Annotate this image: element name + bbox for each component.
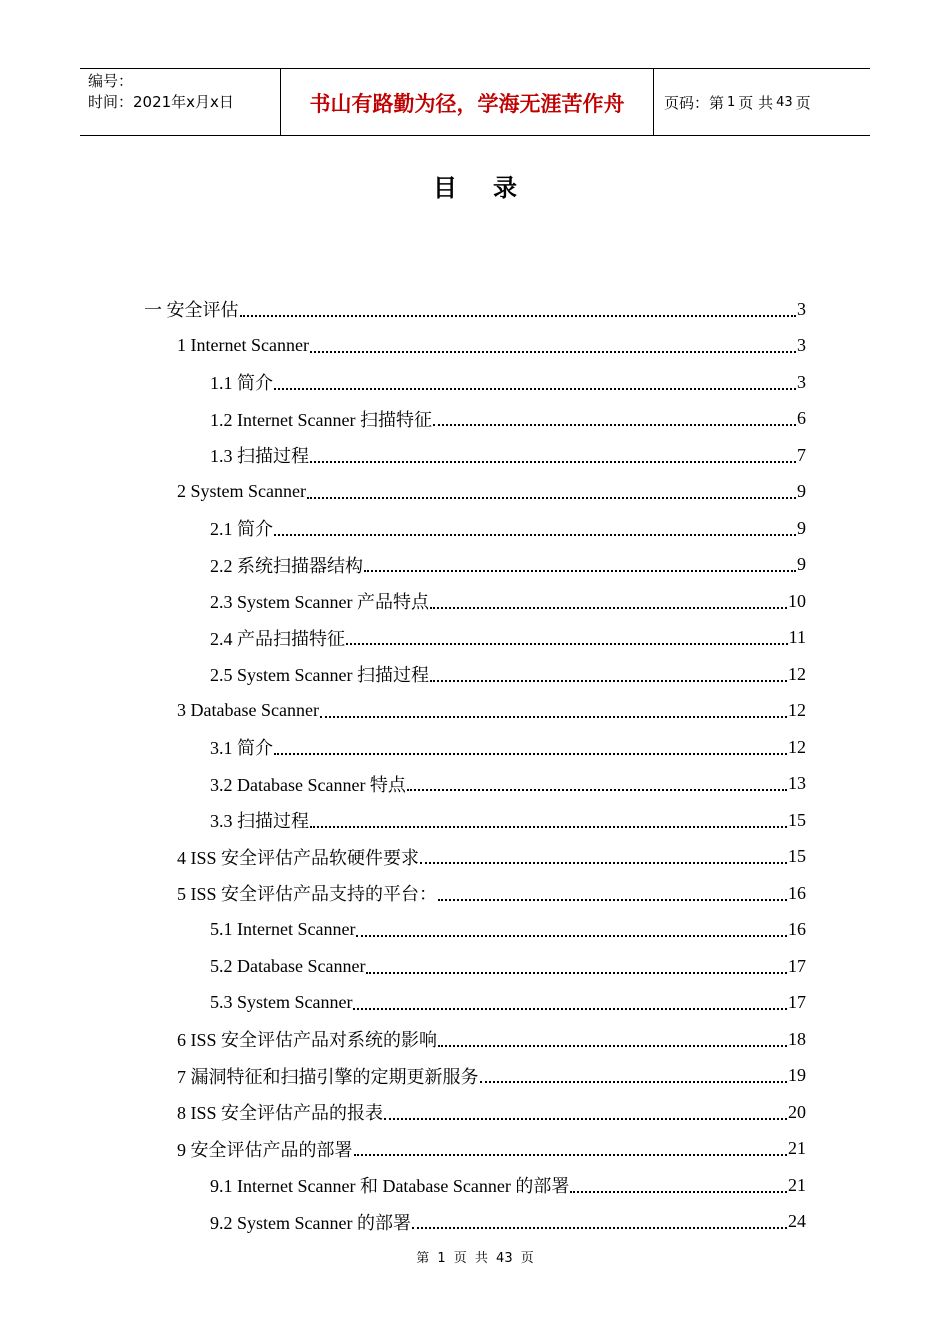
toc-leader-dots — [274, 388, 796, 390]
toc-entry-title: 3.3 扫描过程 — [210, 811, 309, 832]
toc-entry-title: 5.1 Internet Scanner — [210, 919, 356, 940]
toc-entry[interactable] — [144, 328, 806, 365]
toc-entry-title: 6 ISS 安全评估产品对系统的影响 — [177, 1030, 438, 1051]
toc-leader-dots — [438, 899, 787, 901]
header-motto-cell — [281, 69, 654, 135]
toc-leader-dots — [480, 1081, 788, 1083]
toc-title: 目录 — [433, 174, 553, 202]
toc-entry[interactable] — [144, 547, 806, 584]
toc-entry-page: 20 — [788, 1101, 806, 1122]
toc-entry-title: 7 漏洞特征和扫描引擎的定期更新服务 — [177, 1066, 479, 1087]
toc-entry-page: 17 — [788, 955, 806, 976]
toc-entry-page: 15 — [788, 846, 806, 867]
toc-entry[interactable] — [144, 620, 806, 657]
page-prefix: 页码：第 — [664, 93, 725, 112]
toc-entry-title: 4 ISS 安全评估产品软硬件要求 — [177, 847, 420, 868]
toc-entry-page: 18 — [788, 1028, 806, 1049]
toc-leader-dots — [320, 716, 787, 718]
toc-entry-page: 17 — [788, 992, 806, 1013]
toc-entry-title: 3.2 Database Scanner 特点 — [210, 774, 406, 795]
toc-leader-dots — [570, 1191, 787, 1193]
toc-entry-title: 1 Internet Scanner — [177, 335, 309, 356]
toc-entry-page: 13 — [788, 773, 806, 794]
table-of-contents — [144, 291, 806, 1240]
toc-entry[interactable] — [144, 437, 806, 474]
toc-leader-dots — [366, 972, 787, 974]
toc-entry-page: 9 — [797, 517, 806, 538]
page-current: 1 — [727, 94, 736, 110]
toc-entry-page: 3 — [797, 298, 806, 319]
toc-entry-title: 5.3 System Scanner — [210, 992, 353, 1013]
toc-entry-title: 9 安全评估产品的部署 — [177, 1139, 353, 1160]
toc-entry-title: 2.1 简介 — [210, 519, 273, 540]
page-total: 43 — [776, 94, 793, 110]
toc-leader-dots — [240, 315, 797, 317]
toc-entry-page: 10 — [788, 590, 806, 611]
toc-leader-dots — [412, 1227, 787, 1229]
toc-entry-title: 9.1 Internet Scanner 和 Database Scanner 的部署 — [210, 1176, 570, 1197]
toc-entry-title: 2.2 系统扫描器结构 — [210, 555, 363, 576]
header-page-info — [654, 69, 870, 135]
toc-entry-title: 5 ISS 安全评估产品支持的平台： — [177, 884, 438, 905]
toc-entry[interactable] — [144, 693, 806, 730]
page-suffix: 页 — [795, 93, 811, 112]
toc-entry-page: 9 — [797, 554, 806, 575]
toc-entry[interactable] — [144, 1204, 806, 1241]
toc-entry-title: 3.1 简介 — [210, 738, 273, 759]
toc-entry-title: 1.1 简介 — [210, 373, 273, 394]
toc-leader-dots — [310, 461, 796, 463]
toc-entry-title: 2 System Scanner — [177, 481, 306, 502]
toc-leader-dots — [364, 570, 796, 572]
toc-entry-page: 7 — [797, 444, 806, 465]
toc-entry-page: 3 — [797, 371, 806, 392]
toc-entry-page: 12 — [788, 700, 806, 721]
toc-entry[interactable] — [144, 912, 806, 949]
toc-leader-dots — [433, 424, 796, 426]
toc-entry[interactable] — [144, 875, 806, 912]
header-meta — [80, 69, 281, 135]
toc-entry[interactable] — [144, 1131, 806, 1168]
toc-entry[interactable] — [144, 802, 806, 839]
toc-leader-dots — [310, 826, 787, 828]
toc-leader-dots — [384, 1118, 787, 1120]
toc-entry[interactable] — [144, 401, 806, 438]
toc-entry-page: 12 — [788, 663, 806, 684]
toc-entry-page: 15 — [788, 809, 806, 830]
toc-entry-page: 21 — [788, 1138, 806, 1159]
toc-entry[interactable] — [144, 839, 806, 876]
toc-entry[interactable] — [144, 291, 806, 328]
toc-entry[interactable] — [144, 766, 806, 803]
toc-leader-dots — [307, 497, 796, 499]
motto: 书山有路勤为径，学海无涯苦作舟 — [309, 92, 625, 116]
toc-entry[interactable] — [144, 656, 806, 693]
toc-leader-dots — [310, 351, 796, 353]
time-label: 时间：2021年x月x日 — [88, 93, 234, 111]
toc-entry[interactable] — [144, 1167, 806, 1204]
toc-leader-dots — [356, 935, 787, 937]
toc-entry-page: 24 — [788, 1211, 806, 1232]
page-footer: 第 1 页 共 43 页 — [416, 1251, 534, 1266]
toc-entry[interactable] — [144, 1094, 806, 1131]
toc-entry[interactable] — [144, 474, 806, 511]
toc-entry-title: 一 安全评估 — [144, 300, 239, 321]
toc-entry-title: 2.4 产品扫描特征 — [210, 628, 345, 649]
toc-entry[interactable] — [144, 1058, 806, 1095]
toc-leader-dots — [353, 1008, 787, 1010]
toc-entry-page: 21 — [788, 1174, 806, 1195]
toc-entry-title: 9.2 System Scanner 的部署 — [210, 1212, 411, 1233]
toc-entry-page: 9 — [797, 481, 806, 502]
toc-entry-page: 11 — [788, 627, 806, 648]
page-mid: 页 共 — [738, 93, 774, 112]
toc-leader-dots — [354, 1154, 788, 1156]
toc-entry-page: 6 — [797, 408, 806, 429]
toc-leader-dots — [430, 607, 787, 609]
toc-entry[interactable] — [144, 729, 806, 766]
toc-entry[interactable] — [144, 364, 806, 401]
toc-entry-title: 8 ISS 安全评估产品的报表 — [177, 1103, 384, 1124]
toc-leader-dots — [274, 534, 796, 536]
toc-entry-page: 12 — [788, 736, 806, 757]
toc-leader-dots — [346, 643, 788, 645]
toc-entry-page: 3 — [797, 335, 806, 356]
toc-entry[interactable] — [144, 583, 806, 620]
toc-entry-title: 2.3 System Scanner 产品特点 — [210, 592, 429, 613]
toc-leader-dots — [430, 680, 787, 682]
toc-entry-title: 1.2 Internet Scanner 扫描特征 — [210, 409, 432, 430]
toc-entry-page: 19 — [788, 1065, 806, 1086]
toc-entry[interactable] — [144, 510, 806, 547]
toc-leader-dots — [420, 862, 787, 864]
number-label: 编号： — [88, 72, 134, 90]
toc-leader-dots — [274, 753, 787, 755]
toc-entry[interactable] — [144, 985, 806, 1022]
toc-entry-title: 5.2 Database Scanner — [210, 955, 366, 976]
toc-entry[interactable] — [144, 1021, 806, 1058]
toc-entry-title: 1.3 扫描过程 — [210, 446, 309, 467]
toc-entry-title: 3 Database Scanner — [177, 700, 319, 721]
toc-leader-dots — [407, 789, 787, 791]
toc-entry-page: 16 — [788, 919, 806, 940]
toc-leader-dots — [438, 1045, 787, 1047]
page-header — [80, 68, 870, 136]
toc-entry-title: 2.5 System Scanner 扫描过程 — [210, 665, 429, 686]
toc-entry-page: 16 — [788, 882, 806, 903]
toc-entry[interactable] — [144, 948, 806, 985]
